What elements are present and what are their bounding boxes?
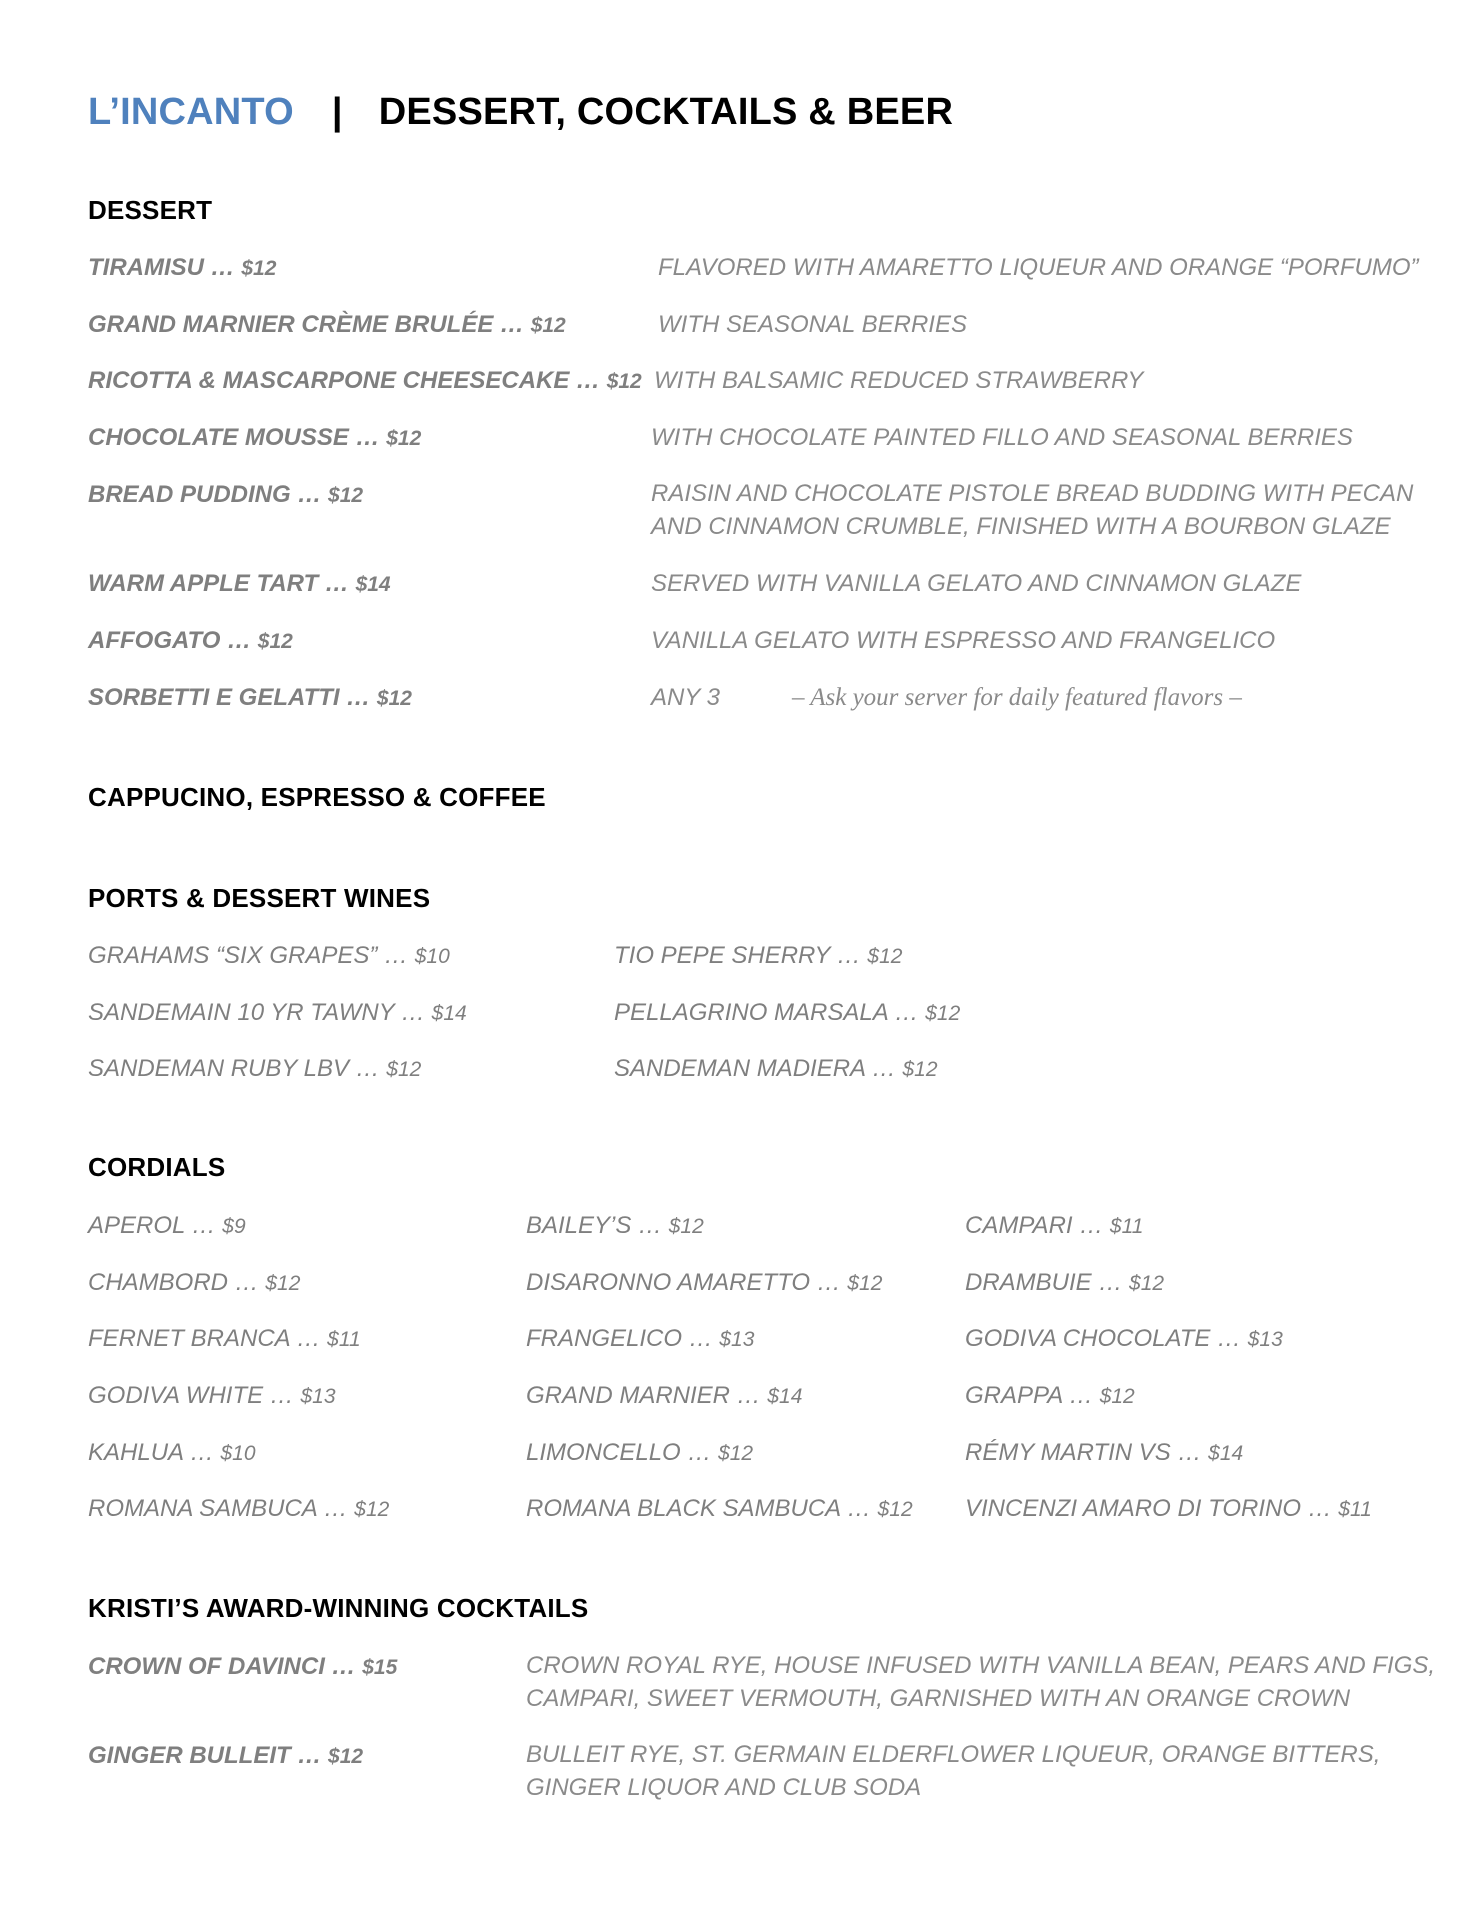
page-title xyxy=(88,86,953,138)
dessert-item-description: RAISIN AND CHOCOLATE PISTOLE BREAD BUDDING WITH PECAN AND CINNAMON CRUMBLE, FINISHED WITH A BOURBON GLAZE xyxy=(651,480,1414,540)
dessert-item-description: VANILLA GELATO WITH ESPRESSO AND FRANGELICO xyxy=(651,627,1276,654)
port-item: TIO PEPE SHERRY … $12 xyxy=(614,942,903,969)
cordial-item: CAMPARI … $11 xyxy=(965,1212,1144,1239)
cordial-item: ROMANA SAMBUCA … $12 xyxy=(88,1495,390,1522)
cocktails-heading: KRISTI’S AWARD-WINNING COCKTAILS xyxy=(88,1593,589,1623)
dessert-item-name: GRAND MARNIER CRÈME BRULÉE … $12 xyxy=(88,311,566,338)
dessert-item-name: CHOCOLATE MOUSSE … $12 xyxy=(88,424,422,451)
dessert-item-description: ANY 3 – Ask your server for daily featured flavors – xyxy=(651,684,1242,711)
cordial-item: GODIVA CHOCOLATE … $13 xyxy=(965,1325,1283,1352)
cordial-item: LIMONCELLO … $12 xyxy=(526,1439,754,1466)
dessert-item-name: RICOTTA & MASCARPONE CHEESECAKE … $12 xyxy=(88,367,642,394)
port-item: SANDEMAN RUBY LBV … $12 xyxy=(88,1055,422,1082)
title-separator: | xyxy=(331,90,343,133)
cordial-item: GODIVA WHITE … $13 xyxy=(88,1382,336,1409)
ports-heading: PORTS & DESSERT WINES xyxy=(88,883,431,913)
brand-name: L’INCANTO xyxy=(88,90,294,133)
port-item: PELLAGRINO MARSALA … $12 xyxy=(614,999,961,1026)
cordial-item: RÉMY MARTIN VS … $14 xyxy=(965,1439,1244,1466)
cocktail-item-description: BULLEIT RYE, ST. GERMAIN ELDERFLOWER LIQUEUR, ORANGE BITTERS, GINGER LIQUOR AND CLUB SODA xyxy=(526,1741,1381,1801)
cordials-heading: CORDIALS xyxy=(88,1152,226,1182)
cordial-item: FERNET BRANCA … $11 xyxy=(88,1325,361,1352)
cordial-item: ROMANA BLACK SAMBUCA … $12 xyxy=(526,1495,913,1522)
dessert-item-name: BREAD PUDDING … $12 xyxy=(88,481,364,508)
dessert-item-name: TIRAMISU … $12 xyxy=(88,254,277,281)
dessert-item-description: WITH SEASONAL BERRIES xyxy=(658,311,967,338)
cordial-item: VINCENZI AMARO DI TORINO … $11 xyxy=(965,1495,1372,1522)
dessert-heading: DESSERT xyxy=(88,195,213,225)
cordial-item: DRAMBUIE … $12 xyxy=(965,1269,1165,1296)
dessert-item-name: WARM APPLE TART … $14 xyxy=(88,570,391,597)
dessert-item-description: WITH CHOCOLATE PAINTED FILLO AND SEASONAL BERRIES xyxy=(651,424,1353,451)
cordial-item: KAHLUA … $10 xyxy=(88,1439,256,1466)
cocktail-item-name: CROWN OF DAVINCI … $15 xyxy=(88,1653,398,1680)
menu-title: DESSERT, COCKTAILS & BEER xyxy=(378,90,954,133)
dessert-item-description: FLAVORED WITH AMARETTO LIQUEUR AND ORANGE “PORFUMO” xyxy=(658,254,1419,281)
cordial-item: CHAMBORD … $12 xyxy=(88,1269,301,1296)
cocktail-item-description: CROWN ROYAL RYE, HOUSE INFUSED WITH VANILLA BEAN, PEARS AND FIGS, CAMPARI, SWEET VERMOUTH, GARNISHED WITH AN ORANGE CROWN xyxy=(526,1652,1436,1712)
cordial-item: FRANGELICO … $13 xyxy=(526,1325,755,1352)
cocktail-item-name: GINGER BULLEIT … $12 xyxy=(88,1742,364,1769)
dessert-item-description: WITH BALSAMIC REDUCED STRAWBERRY xyxy=(654,367,1144,394)
cordial-item: GRAND MARNIER … $14 xyxy=(526,1382,803,1409)
dessert-item-name: SORBETTI E GELATTI … $12 xyxy=(88,684,412,711)
dessert-item-name: AFFOGATO … $12 xyxy=(88,627,293,654)
port-item: SANDEMAN MADIERA … $12 xyxy=(614,1055,938,1082)
dessert-item-description: SERVED WITH VANILLA GELATO AND CINNAMON GLAZE xyxy=(651,570,1302,597)
cordial-item: APEROL … $9 xyxy=(88,1212,246,1239)
port-item: GRAHAMS “SIX GRAPES” … $10 xyxy=(88,942,450,969)
cordial-item: DISARONNO AMARETTO … $12 xyxy=(526,1269,883,1296)
port-item: SANDEMAIN 10 YR TAWNY … $14 xyxy=(88,999,467,1026)
cordial-item: BAILEY’S … $12 xyxy=(526,1212,704,1239)
flavors-note: – Ask your server for daily featured flavors – xyxy=(791,684,1242,711)
cordial-item: GRAPPA … $12 xyxy=(965,1382,1135,1409)
coffee-heading: CAPPUCINO, ESPRESSO & COFFEE xyxy=(88,782,546,812)
